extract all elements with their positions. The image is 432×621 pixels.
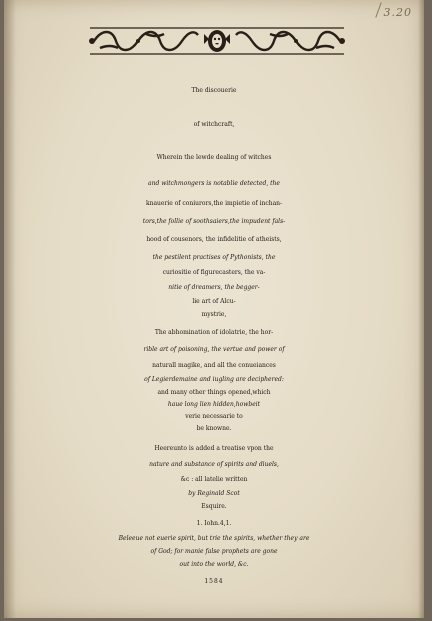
section-line-18: haue long lien hidden,howbeit	[167, 401, 261, 408]
title-line-2: of witchcraft,	[193, 121, 235, 128]
publication-year: 1584	[204, 578, 224, 585]
subtitle-line-9: curiositie of figurecasters, the va-	[162, 269, 266, 276]
author-line-24: by Reginald Scot	[188, 490, 240, 497]
scripture-reference: 1. Iohn.4,1.	[196, 520, 232, 527]
addition-line-22: nature and substance of spirits and diuels,	[149, 461, 279, 468]
scripture-line-3: out into the world, &c.	[179, 561, 249, 568]
scripture-line-1: Beleeue not euerie spirit, but trie the spirits, whether they are	[118, 535, 310, 542]
author-line-25: Esquire.	[201, 503, 227, 510]
title-line-1: The discouerie	[191, 87, 237, 94]
subtitle-line-3: Wherein the lewde dealing of witches	[156, 154, 272, 161]
subtitle-line-7: hood of cousenors, the infidelitie of atheists,	[146, 236, 282, 243]
subtitle-line-4: and witchmongers is notablie detected, the	[148, 180, 280, 187]
section-line-14: rible art of poisoning, the vertue and power of	[143, 346, 285, 353]
scripture-line-2: of God; for manie false prophets are gone	[150, 548, 278, 555]
book-page	[4, 0, 424, 618]
subtitle-line-6: tors,the follie of soothsaiers,the impudent fals-	[142, 218, 286, 225]
addition-line-23: &c : all latelie written	[180, 476, 248, 483]
subtitle-line-5: knauerie of coniurors,the impietie of inchan-	[145, 200, 283, 207]
subtitle-line-8: the pestilent practises of Pythonists, the	[152, 254, 276, 261]
section-line-17: and many other things opened,which	[157, 389, 271, 396]
subtitle-line-11: lie art of Alcu-	[192, 298, 236, 305]
section-line-15: naturall magike, and all the conueiances	[152, 362, 276, 369]
ornament-headpiece-icon	[86, 26, 348, 56]
margin-note: 3.20	[383, 6, 412, 19]
section-line-19: verie necessarie to	[185, 413, 243, 420]
section-line-13: The abhomination of idolatrie, the hor-	[154, 329, 274, 336]
section-line-20: be knowne.	[196, 425, 232, 432]
subtitle-line-12: mystrie,	[201, 311, 227, 318]
addition-line-21: Heereunto is added a treatise vpon the	[154, 445, 274, 452]
subtitle-line-10: nitie of dreamers, the begger-	[168, 284, 260, 291]
section-line-16: of Legierdemaine and iugling are deciphered:	[144, 376, 284, 383]
